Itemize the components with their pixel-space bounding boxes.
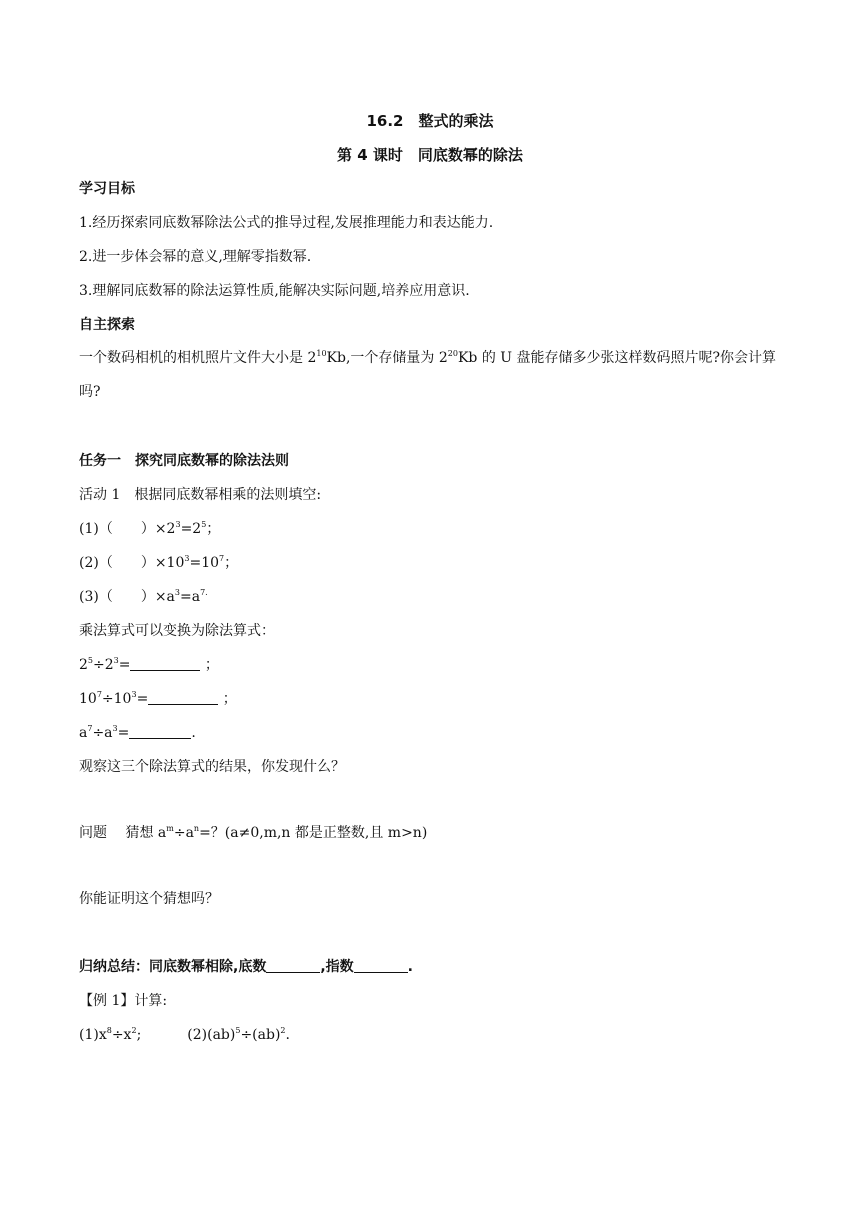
- explore-heading: 自主探索: [79, 317, 135, 333]
- observe-text: 观察这三个除法算式的结果，你发现什么？: [79, 759, 345, 775]
- goal-item: 1.经历探索同底数幂除法公式的推导过程,发展推理能力和表达能力.: [79, 215, 494, 231]
- goals-heading: 学习目标: [79, 181, 135, 197]
- example-label: 【例 1】计算:: [79, 993, 168, 1009]
- goal-item: 3.理解同底数幂的除法运算性质,能解决实际问题,培养应用意识.: [79, 283, 470, 299]
- explore-paragraph: 一个数码相机的相机照片文件大小是 $2^{10}Kb$,一个存储量为 $2^{20}Kb$ 的 U 盘能存储多少张这样数码照片呢?你会计算吗?: [79, 349, 777, 400]
- activity-label: 活动 1 根据同底数幂相乘的法则填空:: [79, 487, 322, 503]
- fill-item: (3)（ ）$\times a^3=a^{7.}$: [79, 588, 208, 605]
- division-item: $a^7\div a^3=$ .: [79, 724, 196, 741]
- task1-heading: 任务一 探究同底数幂的除法法则: [79, 453, 289, 469]
- page-title: 16.2 整式的乘法: [366, 112, 494, 130]
- division-item: $2^5\div 2^3=$ ；: [79, 656, 219, 673]
- answer-blank[interactable]: [266, 958, 320, 973]
- division-item: $10^7\div 10^3=$ ；: [79, 690, 237, 707]
- prove-text: 你能证明这个猜想吗？: [79, 891, 219, 907]
- example-problem-1: $(1)x^8\div x^2$;: [79, 1026, 142, 1043]
- goal-item: 2.进一步体会幂的意义,理解零指数幂.: [79, 249, 312, 265]
- summary-text: 归纳总结：同底数幂相除,底数 ,指数 .: [79, 959, 413, 975]
- answer-blank[interactable]: [130, 656, 200, 671]
- example-problem-2: (2)(ab)$^5$÷(ab)$^2$.: [187, 1026, 290, 1043]
- fill-item: (1)（ ）$\times 2^3=2^5$；: [79, 520, 221, 537]
- fill-item: (2)（ ）$\times 10^3=10^7$；: [79, 554, 239, 571]
- answer-blank[interactable]: [129, 724, 191, 739]
- example-problems: [79, 1025, 290, 1045]
- transform-text: 乘法算式可以变换为除法算式：: [79, 623, 275, 639]
- question-text: 问题 猜想 $a^m\div a^n=$？(a≠0,m,n 都是正整数,且 m>n): [79, 824, 428, 841]
- lesson-subtitle: 第 4 课时 同底数幂的除法: [337, 146, 523, 164]
- answer-blank[interactable]: [354, 958, 408, 973]
- answer-blank[interactable]: [148, 690, 218, 705]
